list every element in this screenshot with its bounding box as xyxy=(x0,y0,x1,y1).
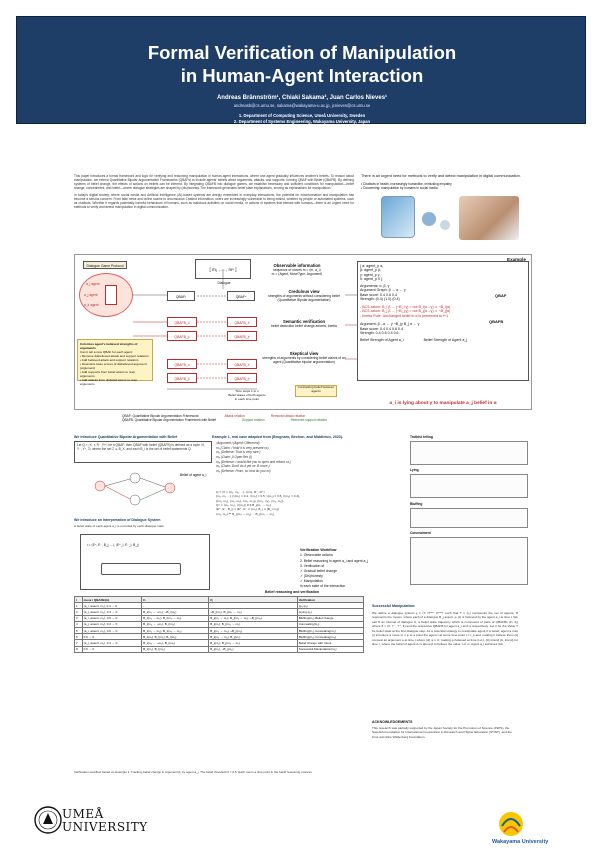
table-cell: 3 xyxy=(75,615,83,621)
example-arg-2: β: agent_p β, xyxy=(360,268,382,273)
bcs-axiom-i: - BCS axiom: B_i β → (¬B_i γ) ≈ not B_i(α→γ) ⊃ ¬B_i(α) xyxy=(360,304,451,309)
human-face-image xyxy=(459,196,519,240)
workflow-step-1: 1. Observable actions xyxy=(300,553,333,558)
dialogue-line-1: ⟨Argument⟩ (Agent: Offerment) xyxy=(216,441,260,445)
example-header: Example xyxy=(507,257,526,262)
table-cell: Bluffing(m₅) Concealing(m₁) xyxy=(297,627,363,633)
qbaf-box-first: QBAF¹ xyxy=(167,291,195,301)
colorize-line-5: • Add supports from belief atoms to resp. arguments xyxy=(80,370,136,379)
skeptic-strength: Strength: 0.4 0.6 0.4 0.6 xyxy=(360,331,399,336)
concealment-label: Concealment xyxy=(410,531,431,535)
legend-qbafb: QBAFB: Quantitative Bipolar Argumentation Framework with Belief xyxy=(122,418,217,423)
credulous-title: Credulous view xyxy=(288,289,320,294)
interpretation-formula: ι = ⟨E⁺, E⁻, B_j, ...⟩, ⟨E⁺_i, E⁻_i, B_j⟩ xyxy=(87,543,140,547)
dialogue-line-7: m₆ (Defense: Hmm, so how do you xx) xyxy=(216,468,271,473)
table-cell: - xyxy=(142,603,209,609)
wakayama-university-wordmark: Wakayama University xyxy=(492,839,549,845)
workflow-step-4: ✓ Gradual belief change xyxy=(300,568,337,573)
col-sigma-j: Σⱼ xyxy=(209,597,297,603)
observable-title: Observable information xyxy=(273,263,321,268)
table-cell: B_j(m₁ → m₂), B_j(m₃ → m₁), ¬B_j(m₄) xyxy=(209,615,297,621)
verification-table xyxy=(74,596,364,653)
table-cell: B_i(m₄ → ¬m₁), B_i(m₄) xyxy=(142,621,209,627)
interpretation-sub: A belief state of each agent a_i is encoded by each dialogue state xyxy=(74,524,164,528)
table-cell: (Lying φ₂) xyxy=(297,609,363,615)
qbafb-j-box-last: QBAFB_jⁿ xyxy=(227,331,257,341)
col-sigma-i: Σᵢ xyxy=(142,597,209,603)
formal-line-4: Q⁺ = ⟨m₁, m₂⟩, ⟨τ(m₁)⟩ 0.6 B_j(m₁ → m₂) xyxy=(216,502,271,507)
poster-title xyxy=(17,41,587,87)
abstract-paragraph-1: This paper introduces a formal framework and logic for verifying and reasoning manipulation in human-agent interactions, where one agent gradually influences another's beliefs. To reason about manipulation, we extend Quantitative Bipolar Argumentation Frameworks (QBAFs) to include agents' beliefs about arguments, attacks, and supports, forming QBAF with Belief (QBAFB). By defining systems of belief change, the effects of actions on beliefs can be inferred. By integrating QBAFB into dialogue games, we establish necessary and sufficient conditions for manipulation—belief change, concealment, and intent—where dialogue strategies are shaped by (dis)honesty. The framework generates belief state explanations, serving as explanations for manipulation. xyxy=(74,174,354,190)
table-cell: 0.6 → 0 xyxy=(82,634,142,640)
dialogue-line-5: m₄ (Defense: I would like you to open and refund xx.) xyxy=(216,459,291,464)
workflow-step-3: 3. Verification of xyxy=(300,563,325,568)
qbafb-tag: QBAFB xyxy=(489,319,504,324)
acknowledgements-title: ACKNOWLEDGEMENTS xyxy=(372,720,413,724)
interpretation-diagram xyxy=(80,534,210,590)
abstract-paragraph-2: In today's digital society, where social media and Artificial Intelligence (AI)-based systems are deeply embedded in everyday interactions, the potential for misinformation and manipulation has become a serious concern. From fake news and online scams to unconscious Chatbot information, users are increasingly vulnerable to being misled, whether by people or automated systems, such as chatbots. Whether it regards potentially harmful behaviours of humans, such as malicious activities on social media, or actions of systems that interact with humans—there is an urgent need for methods to verify and detect manipulation in digital communication. xyxy=(74,193,354,209)
table-cell: 4 xyxy=(75,621,83,627)
table-cell: Bluffing(m₆) Concealing(m₃) xyxy=(297,634,363,640)
example-arg-graph: Argument Graph: β → α ← γ xyxy=(360,288,406,293)
affiliation-1: 1. Department of Computing Science, Umeå University, Sweden xyxy=(238,113,366,118)
table-cell: (φ₁ ψ₁) xyxy=(297,603,363,609)
umea-university-wordmark xyxy=(62,808,148,834)
table-cell: ⟨a_i, assert, m₁⟩, 0.4 → 0 xyxy=(82,603,142,609)
qbafb-graph xyxy=(80,466,210,514)
title-line-2: in Human-Agent Interaction xyxy=(180,65,424,86)
table-cell: Belief change with Intent xyxy=(297,640,363,646)
abstract xyxy=(74,174,354,212)
semantic-title: Semantic verification xyxy=(282,319,326,324)
table-cell: B_i(m₁ → m₄), B_i(m₃ → m₅) xyxy=(142,627,209,633)
colorize-line-3: • Add believed attack and support relations xyxy=(80,358,139,363)
motivation-lead: There is an urgent need for methods to verify and detect manipulation in digital communication. xyxy=(361,174,521,178)
table-cell: ⟨a_j, assert, m₄⟩, 0.4 → 0 xyxy=(82,621,142,627)
table-cell: 1 xyxy=(75,603,83,609)
example-formalization xyxy=(216,490,396,516)
successful-manipulation-title: Successful Manipulation: xyxy=(372,604,416,608)
chat-bubble-icon xyxy=(440,220,450,230)
dialogue-sequence-box: [ m₁ , ... , mⁿ ] xyxy=(195,259,251,279)
table-cell: B_i(m₁ → ¬m₂), ¬B_i(m₁) xyxy=(142,609,209,615)
affiliation-2: 2. Department of Systems Engineering, Wakayama University, Japan xyxy=(233,119,371,124)
legend-qbaf: QBAF: Quantitative Bipolar Argumentation Framework xyxy=(122,414,199,418)
agent-label-i: a_i agent xyxy=(86,282,100,286)
truthful-telling-label: Truthful telling xyxy=(410,435,433,439)
workflow-step-5: ✓ (Dis)honesty xyxy=(300,573,323,578)
example-1-title: Example 1, real case adapted from (Brugnaro, Bechon, and Middleton, 2023). xyxy=(212,435,344,439)
legend-removed-support: Removed support relation xyxy=(290,418,328,423)
table-cell: Successful Manipulation(m₁) xyxy=(297,646,363,652)
semantic-sub: belief deduction belief change axioms, inertia xyxy=(271,324,337,329)
table-cell: 6 xyxy=(75,634,83,640)
table-body xyxy=(75,603,364,653)
umea-line-2: UNIVERSITY xyxy=(62,820,148,834)
emails: andreasb@cs.umu.se, sakama@wakayama-u.ac.jp, jcnieves@cs.umu.se xyxy=(233,103,371,108)
table-title: Belief reasoning and verification xyxy=(264,590,320,594)
skeptic-base-score: Base score: 0.4 0.4 0.6 0.4 xyxy=(360,326,403,331)
formal-line-3: {(m₁, m₂), (m₂, m₃), (m₃, m₄)}, {(m₂, m₁), (m₄, m₁)} xyxy=(216,498,284,503)
qbafb-definition: Let Q = ⟨X, τ, R⁻, R⁺⟩ be a QBAF; then QBAF with belief (QBAFB) is defined as a tuple ⟨X, Y⁻, Y⁺, Σ⟩ where the set Σ ⊆ B_X, and each B_i is the set of belief statements Q. xyxy=(74,441,212,463)
formal-line-2: {m₁, m₂ ...}, {τ(m₁) = 0.4, τ(m₂) = 0.5, τ(m₃) = 0.5, τ(m₄) = 0.4}, xyxy=(216,494,300,499)
interpretation-state-box xyxy=(101,563,181,575)
qbafb-intro-heading: We introduce Quantitative Bipolar Argumentation with Belief xyxy=(74,435,178,439)
qbaf-box-last: QBAFⁿ xyxy=(227,291,255,301)
dialogue-line-4: m₃ (Claim: β Open flex β) xyxy=(216,454,252,459)
table-cell: 8 xyxy=(75,646,83,652)
qbafb-i-box-last: QBAFB_iⁿ xyxy=(227,317,257,327)
agent-label-j: a_j agent xyxy=(84,293,98,297)
time-label: Time steps 1 to n xyxy=(235,389,259,393)
bluffing-label: Bluffing xyxy=(410,502,423,506)
strategy-figures xyxy=(410,435,530,555)
table-note: Verification workflow based on Example 1. Tracking belief change in argument β₁ by agent a_j. The belief threshold θ = 0.5. Each row is a time point in the belief reasoning process. xyxy=(74,770,313,774)
legend-row-2 xyxy=(122,418,462,422)
inertia-rule: - Inertia Rule: Unchanged belief in α is preserved to t+1 xyxy=(360,313,449,318)
workflow-step-7: in each state of the interaction xyxy=(300,584,346,589)
example-strength: Strength: (0.4) (1.0) (0.4) xyxy=(360,297,400,302)
dialogue-label: Dialogue xyxy=(217,281,231,285)
title-line-1: Formal Verification of Manipulation xyxy=(147,42,457,63)
example-arguments: Arguments: α, β, γ xyxy=(360,283,390,288)
skeptical-box-last: QBAFB_iⁿ xyxy=(227,359,257,369)
example-arg-4: δ: agent_p δ } xyxy=(360,277,383,282)
col-move: move / QBAFB(m) xyxy=(82,597,142,603)
skeptical-j-box-first: QBAFB_j¹ xyxy=(167,373,197,383)
legend-support: Support relation xyxy=(242,418,265,423)
table-cell: B_j(m₄ → m₆), B_j(m₅) xyxy=(209,634,297,640)
motivation-bullet-1: • Chatbots in health, increasingly humanlike, mimicking empathy xyxy=(361,181,452,186)
framework-diagram xyxy=(74,254,532,410)
dialogue-line-2: m₁ (Claim: I hold it is very present xx) xyxy=(216,445,269,450)
observable-sub: sequence of moves m = ⟨m, a_i⟩ xyxy=(273,268,321,273)
belief-strength-j: Belief Strength of Agent a_j xyxy=(423,337,468,342)
colorize-line-6: • Add attacks from disbelief atoms to resp. arguments xyxy=(80,378,138,387)
skeptical-j-box-last: QBAFB_jⁿ xyxy=(227,373,257,383)
contrast-belief-box: Contrasting belief between agents xyxy=(295,385,337,397)
robot-icon xyxy=(422,212,436,226)
example-dialogue xyxy=(216,441,340,489)
observable-sub-2: m = ⟨Agent, MoveType, Argument⟩ xyxy=(271,272,323,277)
legend-removed-attack: Removed attack relation xyxy=(270,414,306,418)
colorize-title: Colorizes agent's believed strengths of arguments xyxy=(80,342,138,351)
legend-attack: Attack relation xyxy=(224,414,245,418)
umea-line-1: UMEÅ xyxy=(62,807,104,821)
table-cell: B_i(m₁ → m₂), B_i(m₃ → m₁) xyxy=(142,615,209,621)
colorize-line-2: • Remove disbelieved attack and support relations xyxy=(80,354,149,359)
colorize-line-4: • Downsize base scores of disbelieved argument (argument) xyxy=(80,362,147,371)
table-cell: Bluffing(m₃) Belief change xyxy=(297,615,363,621)
table-cell: 7 xyxy=(75,640,83,646)
bluffing-figure xyxy=(410,508,528,528)
qbaf-tag: QBAF xyxy=(495,293,507,298)
formal-line-1: Q = ⟨X = {m₁, m₂, ...}, τ(mᵢ), R⁻, R⁺⟩ xyxy=(216,490,265,494)
table-cell: ⟨a_i, assert, m₃⟩, 0.6 → 0 xyxy=(82,615,142,621)
belief-strength-i: Belief Strength of Agent a_i xyxy=(360,337,404,342)
table-cell: Concealing(m₄) xyxy=(297,621,363,627)
dialogue-line-6: m₅ (Claim: Don't do it yet xx: B-more-) xyxy=(216,464,270,469)
colorize-line-1: Can it tell a new QBAF for each agent: xyxy=(80,350,133,355)
formal-line-5: (E⁺, E⁻, B_j) = (E⁺, E⁻ ∪ {m₁}, B_j ∪ {B_i m₁}) xyxy=(216,507,279,512)
credulous-sub: strengths of arguments without considering belief (Quantitative Bipolar argumentation) xyxy=(268,294,340,303)
example-base-score: Base score: 0.4 0.6 0.4 xyxy=(360,292,397,297)
table-cell: B_j(m₁), ¬B_j(m₆) xyxy=(209,646,297,652)
example-arg-1: { a: agent_p α₁ xyxy=(360,264,384,268)
bcs-axiom-j: - BCS axiom: B_j β → (¬B_j γ) ≈ not B_j(α→γ) ⊃ ¬B_j(α) xyxy=(360,309,451,314)
verification-workflow xyxy=(300,548,410,589)
interpretation-heading: We introduce an Interpretation of Dialogue System xyxy=(74,518,161,522)
poster-header xyxy=(16,16,586,124)
table-cell: B_i(m₁), B_i(m₅), B_i(m₆) xyxy=(142,634,209,640)
table-cell: B_i(m₆ → ¬m₁), B_i(m₆) xyxy=(142,640,209,646)
successful-manipulation-text: We define a dialogue system χ = ⟨T, Hᶜᵒᵐ, Kᶜᵒᵐ⟩ such that T = ⟨t₁⟩ represents the set of agents, H represents the moves, where each of a dialogue B_j assert, φ, β) is believed by the agent a_i at time t. We call H an interval of dialogue K, a belief state trajectory which is composed of pairs of QBAFBs (Σᵢ, Σⱼ) where Σ = (X, Y⁻, Y⁺, Σ) and the respective QBAFB for agent a_i and is respectively. Let V be the Value T be belief state at the first dialogue step. As a potential strategy to manipulate agent it is belief, agent a may (i) introduce a move m = φ to a point the agent t at some time point t = t_k and, making it believe them (ii) conceal an argument a at time t where (iii) φ ∪ β, making φ believed at time (t+1), (iii) intend (A, intent) for time τ, where the belief of agent Aᵢ is about β to believe the value τ of m. Agent a_i achieves this. xyxy=(372,611,518,647)
table-cell: B_j(m₁), B_j(m₄ → m₂) xyxy=(209,621,297,627)
authors: Andreas Brännström¹, Chiaki Sakama², Juan Carlos Nieves¹ xyxy=(216,95,388,101)
skeptic-arguments: Argument: β→α ← γ ¬B_jγ B_j α ← γ xyxy=(360,322,420,327)
lying-label: Lying xyxy=(410,468,419,472)
table-cell: ⟨a_i, assert, m₅⟩, 0.6 → 0 xyxy=(82,627,142,633)
table-row xyxy=(75,646,364,652)
table-cell: ⟨a_j, assert, m₂⟩, 0.4 → 0 xyxy=(82,609,142,615)
dialogue-protocol-box: Dialogue Game Protocol xyxy=(83,261,127,269)
table-cell: ⟨a_j, assert, m₆⟩, 0.4 → 0 xyxy=(82,640,142,646)
chatbot-phone-image xyxy=(381,196,415,238)
table-cell: 0.5 → 0 xyxy=(82,646,142,652)
qbafb-j-box-first: QBAFB_j¹ xyxy=(167,331,197,341)
formal-line-6: ⟨m₃, m₄⟩ ⊢ B_j(m₃ → m₄) ... B_j(m₁ → m₂) xyxy=(216,511,275,516)
example-arg-3: γ: agent_p γ, xyxy=(360,272,381,277)
table-cell: B_j(m₂ → m₅), ¬B_j(m₄) xyxy=(209,627,297,633)
col-verification: Verification xyxy=(297,597,363,603)
table-cell: B_j(m₂), B_j(m₆ → m₁) xyxy=(209,640,297,646)
lying-figure xyxy=(410,474,528,498)
table-cell: 5 xyxy=(75,627,83,633)
table-cell: B_i(m₁), B_i(m₆) xyxy=(142,646,209,652)
table-cell: 2 xyxy=(75,609,83,615)
diagram-legend xyxy=(122,414,462,422)
belief-of-agent-label: Belief of agent a_i xyxy=(180,473,207,477)
agent-label-k: a_k agent xyxy=(84,303,99,307)
workflow-title: Verification Workflow xyxy=(300,548,337,552)
motivation-bullet-2: • Concerning: manipulation by humans in social media xyxy=(361,186,438,191)
motivation-list xyxy=(361,182,526,191)
skeptical-title: Skeptical view xyxy=(289,351,319,356)
diagram-connectors xyxy=(75,255,533,411)
truthful-telling-figure xyxy=(410,441,528,465)
skeptical-box-first: QBAFB_i¹ xyxy=(167,359,197,369)
table-cell: - xyxy=(209,603,297,609)
qbafb-i-box-first: QBAFB_i¹ xyxy=(167,317,197,327)
workflow-step-2: 2. Belief reasoning in agent a_i and agent a_j xyxy=(300,558,369,563)
dialogue-line-3: m₂ (Defense: That is very rare.) xyxy=(216,450,261,455)
table-cell: ¬B_j(m₁), B_j(m₁ → m₂) xyxy=(209,609,297,615)
acknowledgements-text: This research was partially supported by the Japan Society for the Promotion of Science (JSPS), the Swedish Foundation for International Cooperation in Research and Higher Education (STINT), and the Knut and Alice Wallenberg Foundation. xyxy=(372,726,512,739)
workflow-step-6: ✓ Manipulation xyxy=(300,578,324,583)
concealment-figure xyxy=(410,537,528,585)
manipulation-verdict: a_i is lying about γ to manipulate a_j belief in α xyxy=(389,401,497,406)
time-sub: Belief states of both agents in each time point xyxy=(228,393,266,401)
col-t: t xyxy=(75,597,83,603)
skeptical-sub: strengths of arguments by considering belief claims of an agent (Quantitative bipolar argumentation) xyxy=(262,356,346,365)
